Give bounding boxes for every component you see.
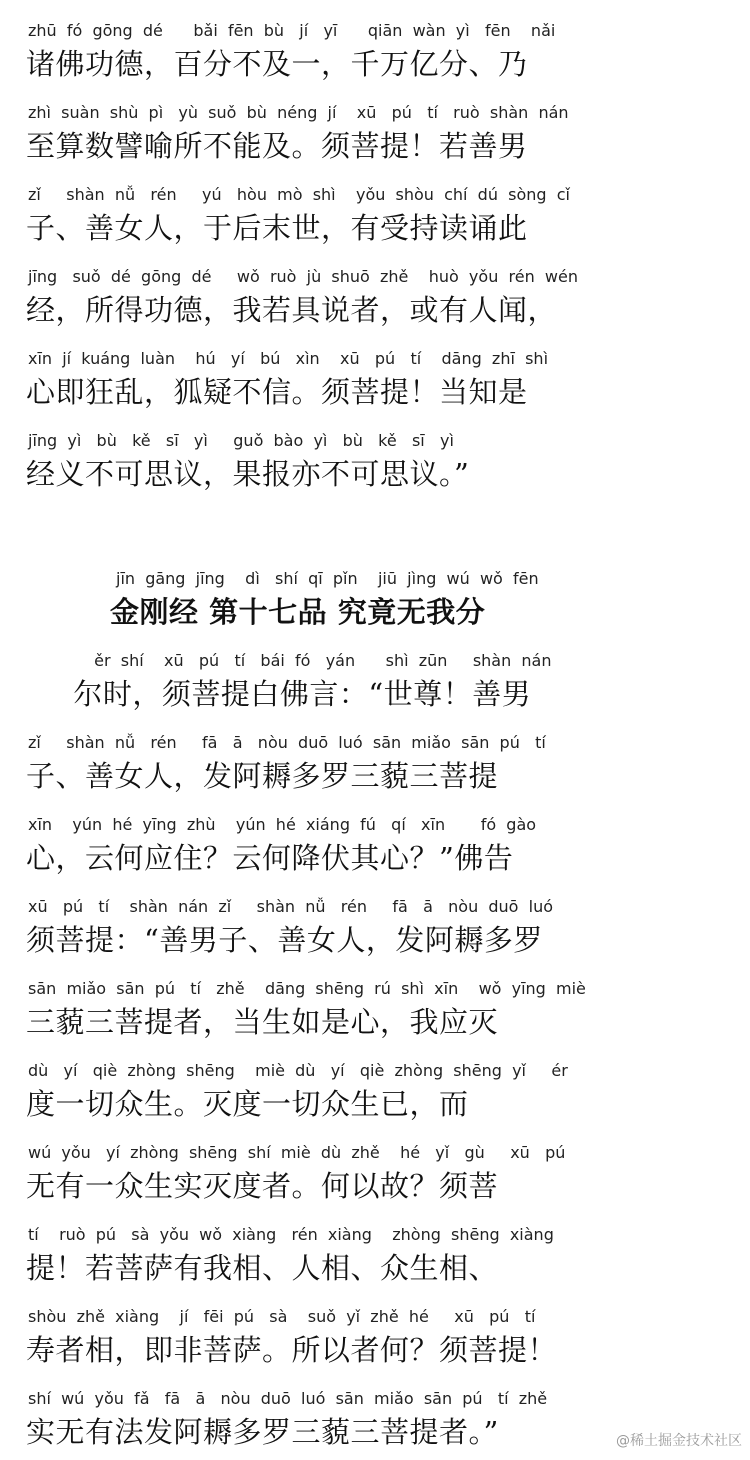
pinyin-row: dù yí qiè zhòng shēng miè dù yí qiè zhòng shēng yǐ ér <box>28 1061 568 1080</box>
hanzi-row: 提！若菩萨有我相、人相、众生相、 <box>26 1251 499 1285</box>
hanzi-row: 须菩提：“善男子、善女人，发阿耨多罗 <box>26 923 543 957</box>
text-line <box>0 430 750 492</box>
pinyin-row: xīn yún hé yīng zhù yún hé xiáng fú qí xīn fó gào <box>28 815 537 834</box>
text-line <box>0 102 750 164</box>
pinyin-row: zǐ shàn nǚ rén yú hòu mò shì yǒu shòu chí dú sòng cǐ <box>28 185 570 204</box>
pinyin-row: shí wú yǒu fǎ fā ā nòu duō luó sān miǎo sān pú tí zhě <box>28 1389 548 1408</box>
text-line <box>0 814 750 876</box>
text-line <box>0 184 750 246</box>
watermark: @稀土掘金技术社区 <box>616 1433 742 1449</box>
pinyin-row: xīn jí kuáng luàn hú yí bú xìn xū pú tí dāng zhī shì <box>28 349 549 368</box>
text-line <box>0 1224 750 1286</box>
hanzi-row: 寿者相，即非菩萨。所以者何？须菩提！ <box>26 1333 558 1367</box>
title-hanzi: 金刚经 第十七品 究竟无我分 <box>110 595 486 629</box>
hanzi-row: 无有一众生实灭度者。何以故？须菩 <box>26 1169 499 1203</box>
hanzi-row: 经义不可思议，果报亦不可思议。” <box>26 457 470 491</box>
pinyin-row: sān miǎo sān pú tí zhě dāng shēng rú shì xīn wǒ yīng miè <box>28 979 586 998</box>
text-line <box>0 266 750 328</box>
pinyin-row: shòu zhě xiàng jí fēi pú sà suǒ yǐ zhě hé xū pú tí <box>28 1307 536 1326</box>
hanzi-row: 子、善女人，于后末世，有受持读诵此 <box>26 211 528 245</box>
chapter-title <box>0 568 750 630</box>
text-line <box>0 650 750 712</box>
hanzi-row: 诸佛功德，百分不及一，千万亿分、乃 <box>26 47 528 81</box>
hanzi-row: 子、善女人，发阿耨多罗三藐三菩提 <box>26 759 499 793</box>
hanzi-row: 尔时，须菩提白佛言：“世尊！善男 <box>54 677 532 711</box>
hanzi-row: 心即狂乱，狐疑不信。须菩提！当知是 <box>26 375 528 409</box>
text-line <box>0 20 750 82</box>
pinyin-row: zǐ shàn nǚ rén fā ā nòu duō luó sān miǎo sān pú tí <box>28 733 546 752</box>
pinyin-row: zhì suàn shù pì yù suǒ bù néng jí xū pú tí ruò shàn nán <box>28 103 569 122</box>
text-line <box>0 348 750 410</box>
text-line <box>0 1060 750 1122</box>
text-line <box>0 896 750 958</box>
pinyin-row: wú yǒu yí zhòng shēng shí miè dù zhě hé yǐ gù xū pú <box>28 1143 566 1162</box>
text-line <box>0 1142 750 1204</box>
pinyin-row: zhū fó gōng dé bǎi fēn bù jí yī qiān wàn yì fēn nǎi <box>28 21 556 40</box>
hanzi-row: 实无有法发阿耨多罗三藐三菩提者。” <box>26 1415 499 1449</box>
text-line <box>0 978 750 1040</box>
hanzi-row: 度一切众生。灭度一切众生已，而 <box>26 1087 469 1121</box>
title-pinyin: jīn gāng jīng dì shí qī pǐn jiū jìng wú wǒ fēn <box>116 569 539 588</box>
hanzi-row: 至算数譬喻所不能及。须菩提！若善男 <box>26 129 528 163</box>
pinyin-row: ěr shí xū pú tí bái fó yán shì zūn shàn nán <box>84 651 552 670</box>
hanzi-row: 经，所得功德，我若具说者，或有人闻， <box>26 293 558 327</box>
pinyin-row: xū pú tí shàn nán zǐ shàn nǚ rén fā ā nòu duō luó <box>28 897 554 916</box>
hanzi-row: 三藐三菩提者，当生如是心，我应灭 <box>26 1005 499 1039</box>
pinyin-row: jīng suǒ dé gōng dé wǒ ruò jù shuō zhě huò yǒu rén wén <box>28 267 578 286</box>
pinyin-row: jīng yì bù kě sī yì guǒ bào yì bù kě sī yì <box>28 431 454 450</box>
text-line <box>0 1306 750 1368</box>
text-line <box>0 732 750 794</box>
hanzi-row: 心，云何应住？云何降伏其心？”佛告 <box>26 841 514 875</box>
pinyin-row: tí ruò pú sà yǒu wǒ xiàng rén xiàng zhòng shēng xiàng <box>28 1225 554 1244</box>
